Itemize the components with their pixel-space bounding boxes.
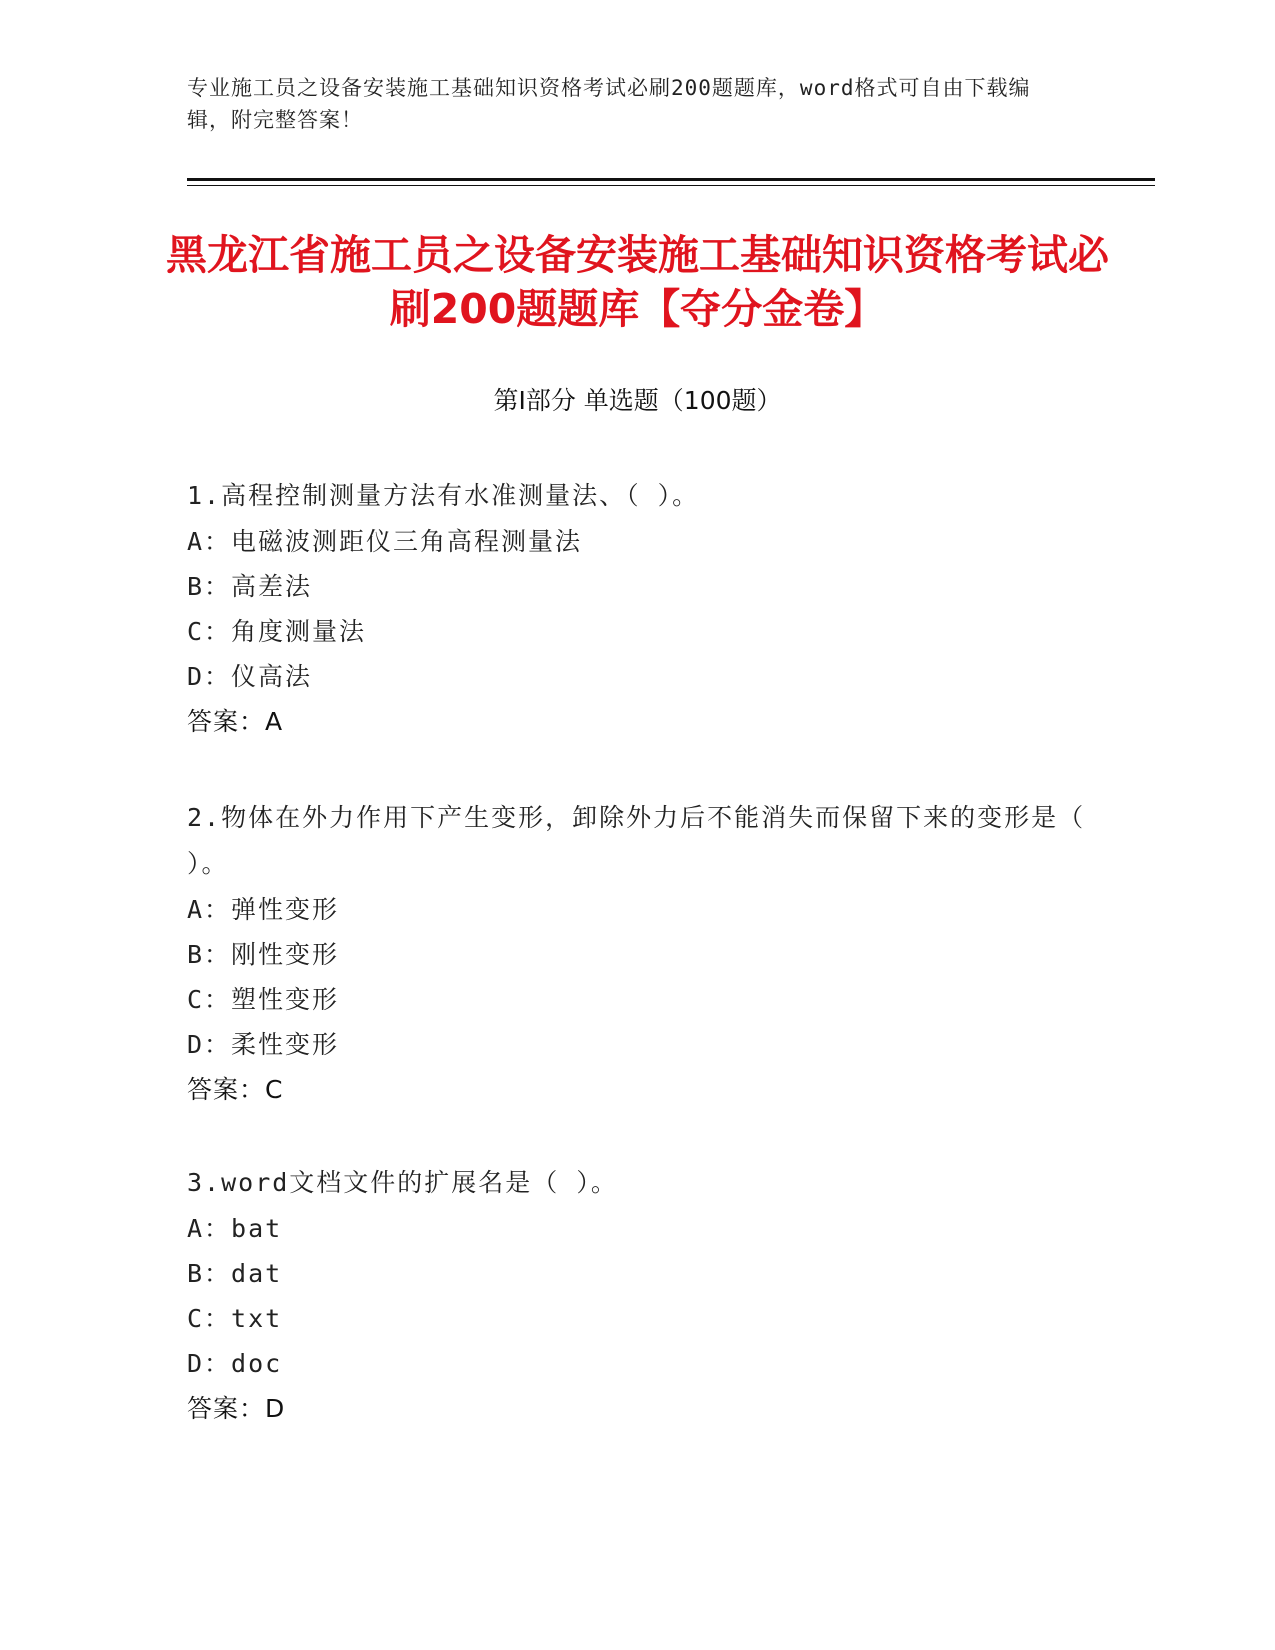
document-title: 黑龙江省施工员之设备安装施工基础知识资格考试必刷200题题库【夺分金卷】 (166, 231, 1109, 333)
header-divider-thick (187, 178, 1155, 181)
question-stem: 2.物体在外力作用下产生变形，卸除外力后不能消失而保留下来的变形是（ ）。 (187, 803, 1086, 878)
header-note: 专业施工员之设备安装施工基础知识资格考试必刷200题题库，word格式可自由下载编辑，附完整答案！ (187, 76, 1031, 132)
header-divider-thin (187, 185, 1155, 186)
option-d: D：doc (187, 1349, 283, 1378)
question-1 (187, 473, 1087, 745)
option-b: B：高差法 (187, 572, 313, 601)
option-c: C：txt (187, 1304, 283, 1333)
question-stem: 1.高程控制测量方法有水准测量法、（ ）。 (187, 481, 700, 510)
option-c: C：角度测量法 (187, 617, 367, 646)
answer: 答案：D (187, 1394, 286, 1423)
option-c: C：塑性变形 (187, 985, 340, 1014)
option-a: A：bat (187, 1214, 283, 1243)
question-2 (187, 795, 1087, 1113)
answer: 答案：C (187, 1075, 284, 1104)
answer: 答案：A (187, 707, 284, 736)
option-b: B：dat (187, 1259, 283, 1288)
option-d: D：柔性变形 (187, 1030, 340, 1059)
question-3 (187, 1160, 1087, 1432)
option-a: A：弹性变形 (187, 895, 340, 924)
question-stem: 3.word文档文件的扩展名是（ ）。 (187, 1168, 618, 1197)
option-d: D：仪高法 (187, 662, 313, 691)
option-b: B：刚性变形 (187, 940, 340, 969)
option-a: A：电磁波测距仪三角高程测量法 (187, 527, 583, 556)
section-title: 第Ⅰ部分 单选题（100题） (493, 386, 782, 415)
